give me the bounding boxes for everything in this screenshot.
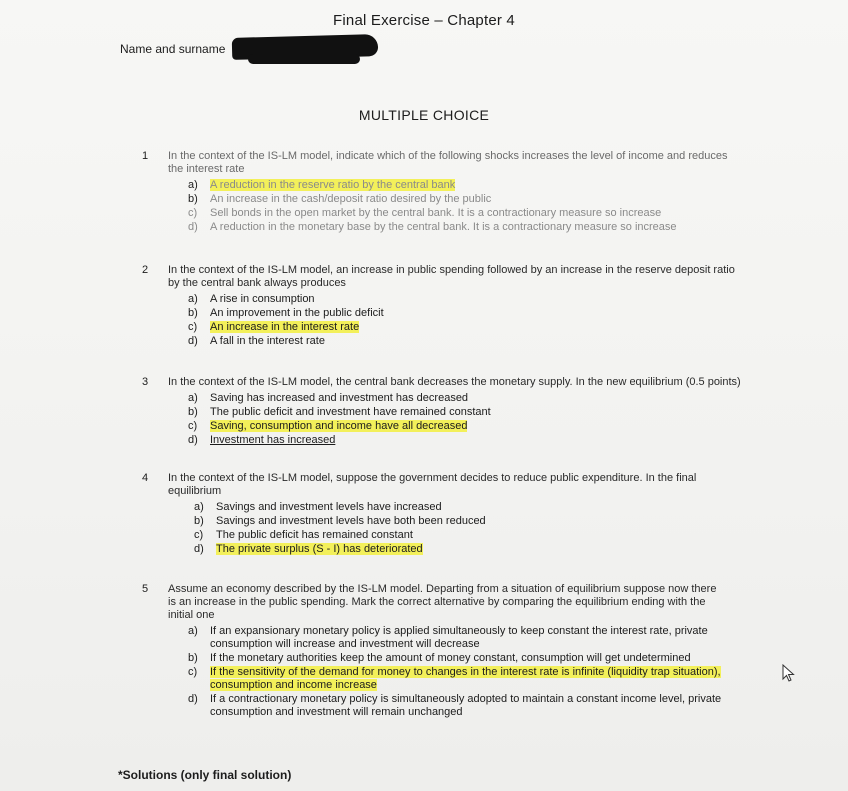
option-a bbox=[142, 392, 742, 405]
option-letter: b) bbox=[188, 307, 198, 319]
option-list bbox=[142, 625, 722, 719]
option-text: An increase in the cash/deposit ratio desired by the public bbox=[210, 193, 492, 205]
option-text: Savings and investment levels have increased bbox=[216, 501, 442, 513]
option-a bbox=[148, 501, 742, 514]
option-letter: b) bbox=[188, 193, 198, 205]
option-text: If the monetary authorities keep the amount of money constant, consumption will get undetermined bbox=[210, 652, 691, 664]
option-a bbox=[142, 293, 742, 306]
option-text: Investment has increased bbox=[210, 434, 336, 446]
section-heading: MULTIPLE CHOICE bbox=[358, 107, 490, 123]
option-text: If a contractionary monetary policy is simultaneously adopted to maintain a constant income level, private consumption and investment will remain unchanged bbox=[210, 693, 722, 718]
question-number: 1 bbox=[142, 150, 149, 162]
option-text: Savings and investment levels have both been reduced bbox=[216, 515, 486, 527]
option-d bbox=[142, 221, 742, 234]
option-c bbox=[148, 529, 742, 542]
option-letter: c) bbox=[188, 321, 198, 333]
solutions-footer: *Solutions (only final solution) bbox=[118, 768, 292, 782]
question-number: 5 bbox=[142, 583, 149, 595]
option-letter: a) bbox=[194, 501, 204, 513]
option-text: If the sensitivity of the demand for money to changes in the interest rate is infinite (liquidity trap situation), consumption and income increase bbox=[210, 666, 721, 691]
option-d bbox=[142, 335, 742, 348]
option-list bbox=[142, 179, 742, 234]
redaction-mark-tail bbox=[248, 54, 360, 64]
option-a bbox=[142, 179, 742, 192]
option-letter: c) bbox=[188, 207, 198, 219]
option-letter: b) bbox=[188, 406, 198, 418]
option-text: A reduction in the monetary base by the central bank. It is a contractionary measure so increase bbox=[210, 221, 677, 233]
option-text: The public deficit and investment have remained constant bbox=[210, 406, 491, 418]
option-list bbox=[148, 501, 742, 556]
option-letter: c) bbox=[188, 666, 198, 678]
option-c bbox=[142, 666, 722, 692]
question-stem: In the context of the IS-LM model, suppose the government decides to reduce public expenditure. In the final equilibrium bbox=[168, 472, 697, 497]
mouse-cursor-icon bbox=[782, 664, 796, 682]
option-text: The public deficit has remained constant bbox=[216, 529, 413, 541]
option-letter: a) bbox=[188, 293, 198, 305]
option-c bbox=[142, 420, 742, 433]
question-2 bbox=[142, 264, 742, 349]
option-text: A fall in the interest rate bbox=[210, 335, 325, 347]
option-text: A rise in consumption bbox=[210, 293, 315, 305]
option-letter: d) bbox=[188, 221, 198, 233]
option-text: An improvement in the public deficit bbox=[210, 307, 384, 319]
option-list bbox=[142, 392, 742, 447]
question-stem: Assume an economy described by the IS-LM model. Departing from a situation of equilibrium suppose now there is an increase in the public spending. Mark the correct alternative by comparing the equilibrium ending with the initial one bbox=[168, 583, 717, 621]
option-letter: d) bbox=[194, 543, 204, 555]
option-text: If an expansionary monetary policy is applied simultaneously to keep constant the interest rate, private consumption will increase and investment will decrease bbox=[210, 625, 708, 650]
option-d bbox=[142, 693, 722, 719]
option-d bbox=[148, 543, 742, 556]
question-number: 4 bbox=[142, 472, 149, 484]
question-number: 3 bbox=[142, 376, 149, 388]
option-text: Saving, consumption and income have all decreased bbox=[210, 420, 468, 432]
option-b bbox=[142, 652, 722, 665]
option-b bbox=[142, 406, 742, 419]
option-text: An increase in the interest rate bbox=[210, 321, 360, 333]
option-b bbox=[142, 307, 742, 320]
question-stem: In the context of the IS-LM model, the central bank decreases the monetary supply. In the new equilibrium (0.5 points) bbox=[168, 376, 741, 388]
option-letter: b) bbox=[194, 515, 204, 527]
option-d bbox=[142, 434, 742, 447]
option-letter: c) bbox=[188, 420, 198, 432]
name-label: Name and surname bbox=[120, 42, 226, 56]
option-a bbox=[142, 625, 722, 651]
question-5 bbox=[142, 583, 722, 720]
option-letter: a) bbox=[188, 625, 198, 637]
option-letter: a) bbox=[188, 179, 198, 191]
option-letter: c) bbox=[194, 529, 204, 541]
option-c bbox=[142, 321, 742, 334]
question-3 bbox=[142, 376, 742, 448]
question-number: 2 bbox=[142, 264, 149, 276]
option-text: Sell bonds in the open market by the central bank. It is a contractionary measure so increase bbox=[210, 207, 662, 219]
document-title: Final Exercise – Chapter 4 bbox=[333, 12, 515, 29]
option-list bbox=[142, 293, 742, 348]
question-stem: In the context of the IS-LM model, indicate which of the following shocks increases the level of income and reduces the interest rate bbox=[168, 150, 728, 175]
option-text: Saving has increased and investment has decreased bbox=[210, 392, 469, 404]
question-stem: In the context of the IS-LM model, an increase in public spending followed by an increase in the reserve deposit ratio by the central bank always produces bbox=[168, 264, 735, 289]
option-letter: d) bbox=[188, 434, 198, 446]
question-1 bbox=[142, 150, 742, 235]
option-b bbox=[142, 193, 742, 206]
option-letter: d) bbox=[188, 335, 198, 347]
question-4 bbox=[142, 472, 742, 557]
option-letter: a) bbox=[188, 392, 198, 404]
option-text: The private surplus (S - I) has deteriorated bbox=[216, 543, 423, 555]
option-c bbox=[142, 207, 742, 220]
name-field bbox=[120, 42, 225, 56]
option-text: A reduction in the reserve ratio by the central bank bbox=[210, 179, 456, 191]
option-letter: d) bbox=[188, 693, 198, 705]
option-b bbox=[148, 515, 742, 528]
option-letter: b) bbox=[188, 652, 198, 664]
